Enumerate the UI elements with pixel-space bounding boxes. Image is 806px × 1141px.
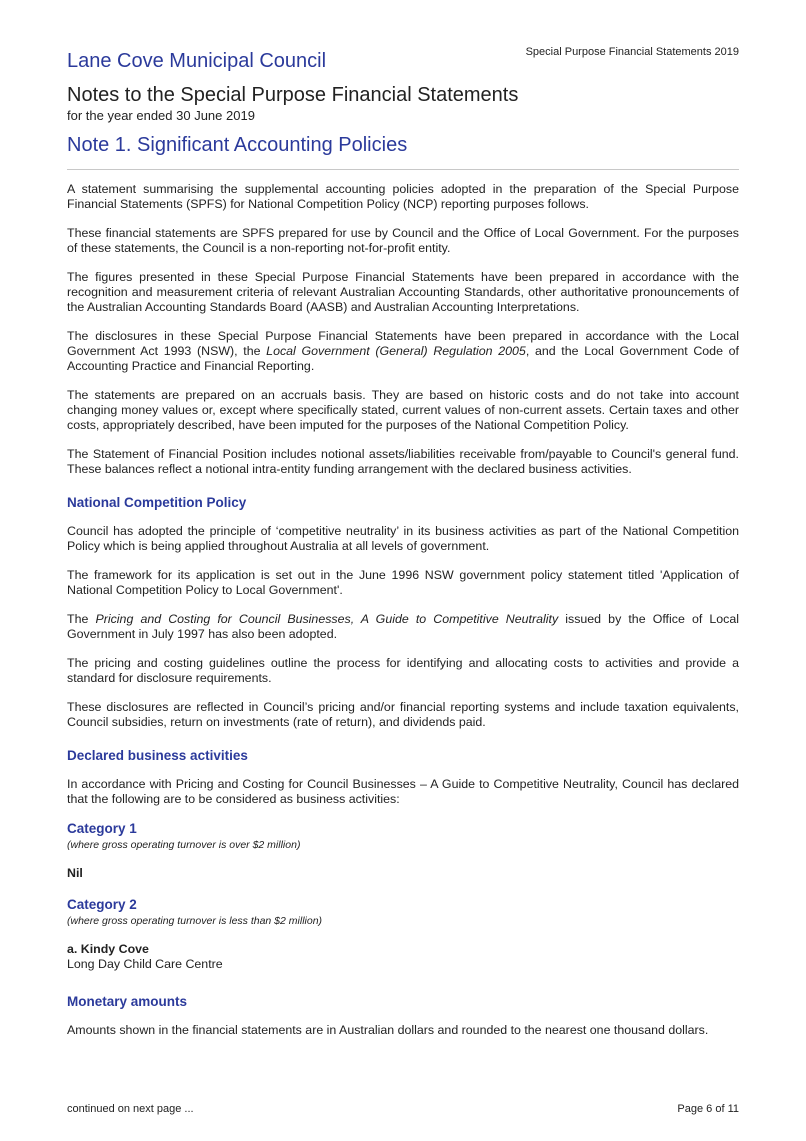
section-heading-declared: Declared business activities: [67, 748, 248, 763]
text-run: The: [67, 612, 96, 626]
category-1-subtitle: (where gross operating turnover is over $2 million): [67, 839, 301, 851]
ncp-paragraph: These disclosures are reflected in Council’s pricing and/or financial reporting systems and include taxation equivalents, Council subsidies, return on investments (rate of return), and dividends paid.: [67, 700, 739, 729]
ncp-paragraph: [67, 612, 739, 642]
continued-note: continued on next page ...: [67, 1103, 194, 1115]
intro-paragraph: These financial statements are SPFS prepared for use by Council and the Office of Local Government. For the purposes of these statements, the Council is a non-reporting not-for-profit entity.: [67, 226, 739, 255]
section-heading-ncp: National Competition Policy: [67, 495, 247, 510]
declared-paragraph: In accordance with Pricing and Costing for Council Businesses – A Guide to Competitive Neutrality, Council has declared that the following are to be considered as business activities:: [67, 777, 739, 806]
divider: [67, 169, 739, 170]
category-2-item-name: a. Kindy Cove: [67, 942, 149, 956]
notes-title: Notes to the Special Purpose Financial Statements: [67, 84, 519, 106]
organisation-name: Lane Cove Municipal Council: [67, 50, 327, 72]
ncp-paragraph: The pricing and costing guidelines outline the process for identifying and allocating costs to activities and provide a standard for disclosure requirements.: [67, 656, 739, 685]
ncp-paragraph: Council has adopted the principle of ‘competitive neutrality’ in its business activities as part of the National Competition Policy which is being applied throughout Australia at all levels of government.: [67, 524, 739, 553]
ncp-paragraph: The framework for its application is set out in the June 1996 NSW government policy statement titled 'Application of National Competition Policy to Local Government'.: [67, 568, 739, 597]
intro-paragraph: The figures presented in these Special Purpose Financial Statements have been prepared in accordance with the recognition and measurement criteria of relevant Australian Accounting Standards, other authoritative pronouncements of the Australian Accounting Standards Board (AASB) and Australian Accounting Interpretations.: [67, 270, 739, 314]
intro-paragraph: The statements are prepared on an accruals basis. They are based on historic costs and do not take into account changing money values or, except where specifically stated, current values of non-current assets. Certain taxes and other costs, appropriately described, have been imputed for the purposes of the National Competition Policy.: [67, 388, 739, 432]
intro-paragraph: A statement summarising the supplemental accounting policies adopted in the preparation of the Special Purpose Financial Statements (SPFS) for National Competition Policy (NCP) reporting purposes follows.: [67, 182, 739, 211]
note-body: [67, 182, 739, 1052]
regulation-title: Local Government (General) Regulation 2005: [266, 344, 526, 358]
category-2-item-desc: Long Day Child Care Centre: [67, 957, 223, 971]
category-1-heading: Category 1: [67, 821, 137, 836]
year-line: for the year ended 30 June 2019: [67, 108, 255, 123]
category-2-subtitle: (where gross operating turnover is less than $2 million): [67, 915, 323, 927]
note-title: Note 1. Significant Accounting Policies: [67, 134, 408, 156]
page-number: Page 6 of 11: [677, 1103, 739, 1115]
text-run: , and the Local Government Code of Accounting Practice and Financial Reporting.: [67, 344, 739, 373]
text-run: The disclosures in these Special Purpose Financial Statements have been prepared in accordance with the Local Government Act 1993 (NSW), the: [67, 329, 739, 358]
document-title: Special Purpose Financial Statements 2019: [525, 46, 739, 58]
monetary-paragraph: Amounts shown in the financial statements are in Australian dollars and rounded to the nearest one thousand dollars.: [67, 1023, 709, 1037]
category-2-heading: Category 2: [67, 897, 137, 912]
category-1-value: Nil: [67, 866, 83, 880]
text-run: issued by the Office of Local Government in July 1997 has also been adopted.: [67, 612, 739, 641]
intro-paragraph: [67, 329, 739, 374]
guide-title: Pricing and Costing for Council Businesses, A Guide to Competitive Neutrality: [95, 612, 559, 626]
section-heading-monetary: Monetary amounts: [67, 994, 188, 1009]
intro-paragraph: The Statement of Financial Position includes notional assets/liabilities receivable from/payable to Council's general fund. These balances reflect a notional intra-entity funding arrangement with the declared business activities.: [67, 447, 739, 476]
